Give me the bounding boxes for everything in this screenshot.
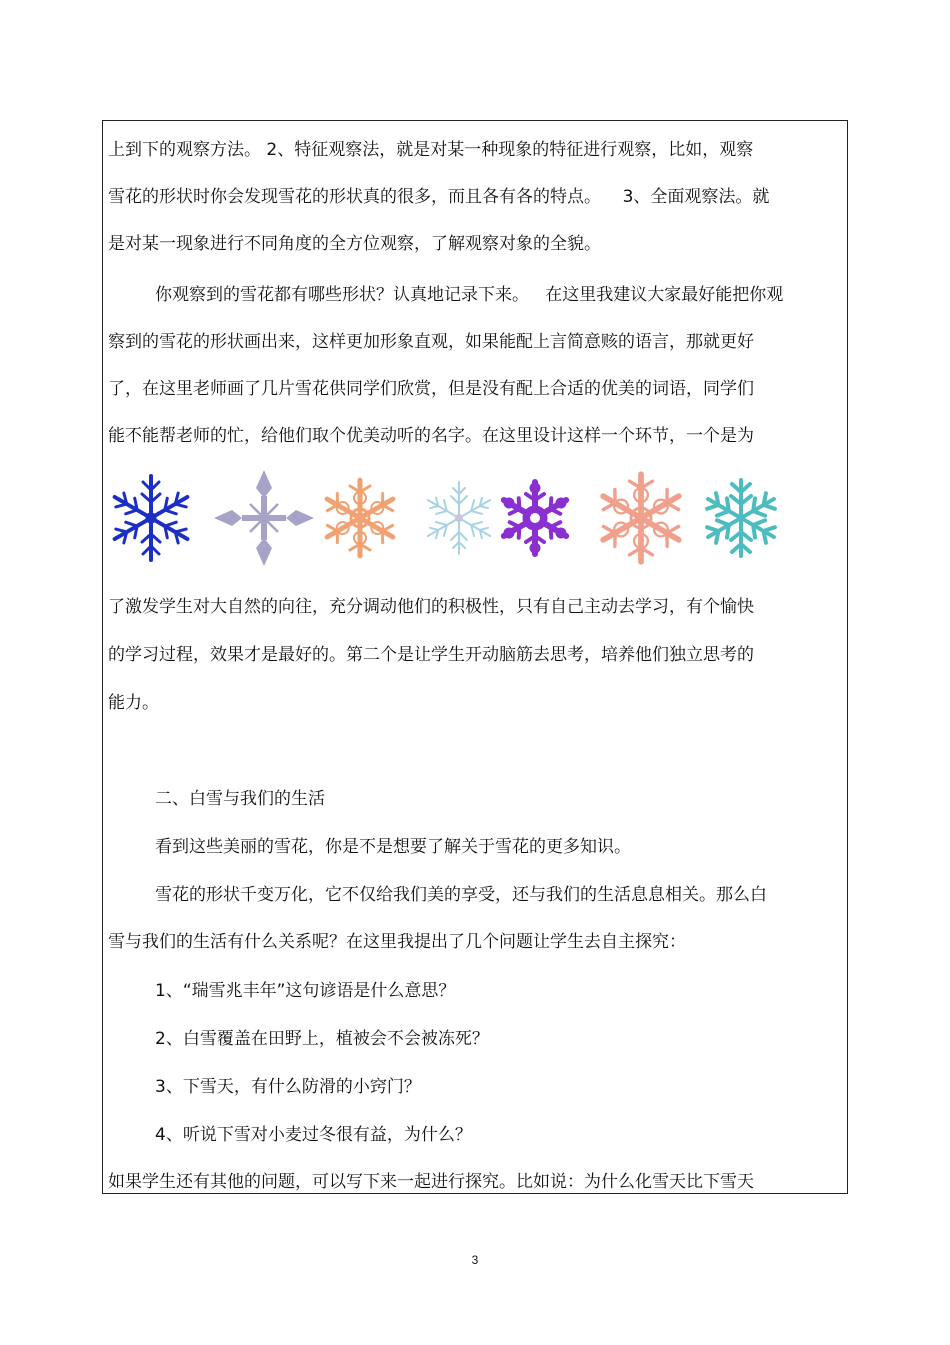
snowflake-1 xyxy=(110,476,192,560)
snowflake-2 xyxy=(214,470,314,566)
text-line: 看到这些美丽的雪花，你是不是想要了解关于雪花的更多知识。 xyxy=(155,837,631,857)
section-heading: 二、白雪与我们的生活 xyxy=(155,789,325,809)
text-line: 了，在这里老师画了几片雪花供同学们欣赏，但是没有配上合适的优美的词语，同学们 xyxy=(108,379,754,399)
snowflake-4 xyxy=(424,482,494,554)
text-line: 你观察到的雪花都有哪些形状？认真地记录下来。 在这里我建议大家最好能把你观 xyxy=(155,285,784,305)
question-item: 2、白雪覆盖在田野上，植被会不会被冻死？ xyxy=(155,1029,489,1049)
text-line: 能不能帮老师的忙，给他们取个优美动听的名字。在这里设计这样一个环节，一个是为 xyxy=(108,426,754,446)
question-item: 3、下雪天，有什么防滑的小窍门？ xyxy=(155,1077,421,1097)
text-line: 雪花的形状千变万化，它不仅给我们美的享受，还与我们的生活息息相关。那么白 xyxy=(155,885,767,905)
snowflake-gallery xyxy=(104,460,794,576)
snowflake-6 xyxy=(597,474,684,561)
question-item: 1、“瑞雪兆丰年”这句谚语是什么意思？ xyxy=(155,981,456,1001)
text-line: 雪花的形状时你会发现雪花的形状真的很多，而且各有各的特点。 3、全面观察法。就 xyxy=(108,187,770,207)
text-line: 察到的雪花的形状画出来，这样更加形象直观，如果能配上言简意赅的语言，那就更好 xyxy=(108,332,754,352)
text-line: 上到下的观察方法。 2、特征观察法，就是对某一种现象的特征进行观察，比如，观察 xyxy=(108,140,754,160)
question-item: 4、听说下雪对小麦过冬很有益，为什么？ xyxy=(155,1125,472,1145)
text-line: 能力。 xyxy=(108,693,159,713)
snowflake-3 xyxy=(322,480,398,556)
snowflake-5 xyxy=(499,482,570,554)
page-number: 3 xyxy=(471,1253,479,1267)
text-line: 是对某一现象进行不同角度的全方位观察，了解观察对象的全貌。 xyxy=(108,234,601,254)
text-line: 的学习过程，效果才是最好的。第二个是让学生开动脑筋去思考，培养他们独立思考的 xyxy=(108,645,754,665)
text-line: 如果学生还有其他的问题，可以写下来一起进行探究。比如说：为什么化雪天比下雪天 xyxy=(108,1172,754,1192)
snowflake-7 xyxy=(703,480,779,556)
text-line: 雪与我们的生活有什么关系呢？在这里我提出了几个问题让学生去自主探究： xyxy=(108,932,686,952)
text-line: 了激发学生对大自然的向往，充分调动他们的积极性，只有自己主动去学习，有个愉快 xyxy=(108,597,754,617)
